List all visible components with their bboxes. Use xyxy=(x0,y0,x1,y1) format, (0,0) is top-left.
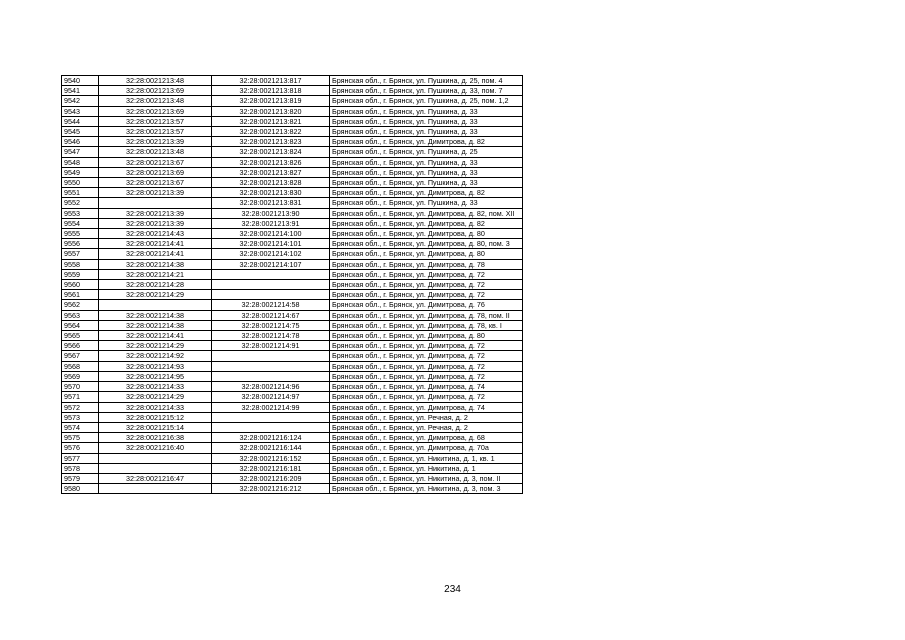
land-cadastral-number-cell: 32:28:0021213:48 xyxy=(99,147,212,157)
table-row xyxy=(62,137,523,147)
address-cell: Брянская обл., г. Брянск, ул. Никитина, д. 3, пом. II xyxy=(330,473,523,483)
object-cadastral-number-cell xyxy=(212,290,330,300)
address-cell: Брянская обл., г. Брянск, ул. Никитина, д. 3, пом. 3 xyxy=(330,484,523,494)
address-cell: Брянская обл., г. Брянск, ул. Речная, д. 2 xyxy=(330,422,523,432)
land-cadastral-number-cell: 32:28:0021214:29 xyxy=(99,392,212,402)
table-row xyxy=(62,188,523,198)
row-number-cell: 9565 xyxy=(62,331,99,341)
address-cell: Брянская обл., г. Брянск, ул. Пушкина, д. 25, пом. 4 xyxy=(330,76,523,86)
registry-table-body xyxy=(62,76,523,494)
object-cadastral-number-cell: 32:28:0021216:144 xyxy=(212,443,330,453)
land-cadastral-number-cell: 32:28:0021213:39 xyxy=(99,188,212,198)
address-cell: Брянская обл., г. Брянск, ул. Димитрова, д. 72 xyxy=(330,341,523,351)
row-number-cell: 9550 xyxy=(62,178,99,188)
table-row xyxy=(62,249,523,259)
land-cadastral-number-cell: 32:28:0021213:57 xyxy=(99,127,212,137)
table-row xyxy=(62,229,523,239)
address-cell: Брянская обл., г. Брянск, ул. Димитрова, д. 72 xyxy=(330,371,523,381)
object-cadastral-number-cell xyxy=(212,361,330,371)
address-cell: Брянская обл., г. Брянск, ул. Димитрова, д. 72 xyxy=(330,351,523,361)
land-cadastral-number-cell: 32:28:0021216:47 xyxy=(99,473,212,483)
address-cell: Брянская обл., г. Брянск, ул. Димитрова, д. 80, пом. 3 xyxy=(330,239,523,249)
land-cadastral-number-cell: 32:28:0021213:69 xyxy=(99,106,212,116)
land-cadastral-number-cell: 32:28:0021213:48 xyxy=(99,76,212,86)
land-cadastral-number-cell: 32:28:0021213:67 xyxy=(99,157,212,167)
object-cadastral-number-cell xyxy=(212,351,330,361)
address-cell: Брянская обл., г. Брянск, ул. Димитрова, д. 72 xyxy=(330,361,523,371)
table-row xyxy=(62,351,523,361)
object-cadastral-number-cell: 32:28:0021214:101 xyxy=(212,239,330,249)
row-number-cell: 9567 xyxy=(62,351,99,361)
object-cadastral-number-cell: 32:28:0021213:826 xyxy=(212,157,330,167)
row-number-cell: 9563 xyxy=(62,310,99,320)
address-cell: Брянская обл., г. Брянск, ул. Димитрова, д. 74 xyxy=(330,402,523,412)
object-cadastral-number-cell: 32:28:0021216:152 xyxy=(212,453,330,463)
address-cell: Брянская обл., г. Брянск, ул. Димитрова, д. 72 xyxy=(330,269,523,279)
table-row xyxy=(62,167,523,177)
address-cell: Брянская обл., г. Брянск, ул. Димитрова, д. 82 xyxy=(330,188,523,198)
land-cadastral-number-cell: 32:28:0021214:38 xyxy=(99,259,212,269)
object-cadastral-number-cell: 32:28:0021213:822 xyxy=(212,127,330,137)
address-cell: Брянская обл., г. Брянск, ул. Пушкина, д. 25 xyxy=(330,147,523,157)
row-number-cell: 9560 xyxy=(62,280,99,290)
land-cadastral-number-cell xyxy=(99,198,212,208)
row-number-cell: 9543 xyxy=(62,106,99,116)
object-cadastral-number-cell: 32:28:0021213:818 xyxy=(212,86,330,96)
table-row xyxy=(62,198,523,208)
object-cadastral-number-cell: 32:28:0021216:124 xyxy=(212,433,330,443)
land-cadastral-number-cell: 32:28:0021214:95 xyxy=(99,371,212,381)
row-number-cell: 9568 xyxy=(62,361,99,371)
table-row xyxy=(62,178,523,188)
address-cell: Брянская обл., г. Брянск, ул. Димитрова, д. 82 xyxy=(330,218,523,228)
row-number-cell: 9575 xyxy=(62,433,99,443)
table-row xyxy=(62,320,523,330)
address-cell: Брянская обл., г. Брянск, ул. Димитрова, д. 72 xyxy=(330,280,523,290)
address-cell: Брянская обл., г. Брянск, ул. Речная, д. 2 xyxy=(330,412,523,422)
object-cadastral-number-cell: 32:28:0021213:819 xyxy=(212,96,330,106)
table-row xyxy=(62,218,523,228)
land-cadastral-number-cell: 32:28:0021213:67 xyxy=(99,178,212,188)
land-cadastral-number-cell: 32:28:0021213:39 xyxy=(99,208,212,218)
table-row xyxy=(62,412,523,422)
row-number-cell: 9556 xyxy=(62,239,99,249)
row-number-cell: 9566 xyxy=(62,341,99,351)
address-cell: Брянская обл., г. Брянск, ул. Димитрова, д. 78 xyxy=(330,259,523,269)
table-row xyxy=(62,259,523,269)
row-number-cell: 9576 xyxy=(62,443,99,453)
table-row xyxy=(62,280,523,290)
row-number-cell: 9545 xyxy=(62,127,99,137)
object-cadastral-number-cell: 32:28:0021214:97 xyxy=(212,392,330,402)
row-number-cell: 9574 xyxy=(62,422,99,432)
address-cell: Брянская обл., г. Брянск, ул. Димитрова, д. 78, пом. II xyxy=(330,310,523,320)
object-cadastral-number-cell: 32:28:0021213:831 xyxy=(212,198,330,208)
row-number-cell: 9561 xyxy=(62,290,99,300)
land-cadastral-number-cell: 32:28:0021214:29 xyxy=(99,341,212,351)
table-row xyxy=(62,157,523,167)
row-number-cell: 9540 xyxy=(62,76,99,86)
row-number-cell: 9571 xyxy=(62,392,99,402)
object-cadastral-number-cell: 32:28:0021213:823 xyxy=(212,137,330,147)
land-cadastral-number-cell: 32:28:0021215:12 xyxy=(99,412,212,422)
land-cadastral-number-cell: 32:28:0021214:21 xyxy=(99,269,212,279)
table-row xyxy=(62,310,523,320)
address-cell: Брянская обл., г. Брянск, ул. Пушкина, д. 33 xyxy=(330,106,523,116)
row-number-cell: 9542 xyxy=(62,96,99,106)
object-cadastral-number-cell: 32:28:0021213:824 xyxy=(212,147,330,157)
land-cadastral-number-cell: 32:28:0021214:41 xyxy=(99,249,212,259)
table-row xyxy=(62,116,523,126)
table-row xyxy=(62,463,523,473)
address-cell: Брянская обл., г. Брянск, ул. Пушкина, д. 33 xyxy=(330,157,523,167)
table-row xyxy=(62,106,523,116)
table-row xyxy=(62,453,523,463)
object-cadastral-number-cell xyxy=(212,269,330,279)
row-number-cell: 9573 xyxy=(62,412,99,422)
address-cell: Брянская обл., г. Брянск, ул. Пушкина, д. 33 xyxy=(330,116,523,126)
object-cadastral-number-cell xyxy=(212,412,330,422)
land-cadastral-number-cell: 32:28:0021215:14 xyxy=(99,422,212,432)
land-cadastral-number-cell: 32:28:0021214:92 xyxy=(99,351,212,361)
land-cadastral-number-cell: 32:28:0021214:28 xyxy=(99,280,212,290)
row-number-cell: 9555 xyxy=(62,229,99,239)
table-row xyxy=(62,443,523,453)
address-cell: Брянская обл., г. Брянск, ул. Пушкина, д. 33 xyxy=(330,167,523,177)
land-cadastral-number-cell: 32:28:0021214:38 xyxy=(99,310,212,320)
address-cell: Брянская обл., г. Брянск, ул. Никитина, д. 1, кв. 1 xyxy=(330,453,523,463)
object-cadastral-number-cell: 32:28:0021213:830 xyxy=(212,188,330,198)
object-cadastral-number-cell: 32:28:0021216:181 xyxy=(212,463,330,473)
object-cadastral-number-cell: 32:28:0021214:58 xyxy=(212,300,330,310)
row-number-cell: 9569 xyxy=(62,371,99,381)
row-number-cell: 9548 xyxy=(62,157,99,167)
object-cadastral-number-cell: 32:28:0021213:827 xyxy=(212,167,330,177)
land-cadastral-number-cell: 32:28:0021213:69 xyxy=(99,167,212,177)
table-row xyxy=(62,331,523,341)
object-cadastral-number-cell: 32:28:0021214:100 xyxy=(212,229,330,239)
row-number-cell: 9551 xyxy=(62,188,99,198)
table-row xyxy=(62,371,523,381)
object-cadastral-number-cell xyxy=(212,422,330,432)
address-cell: Брянская обл., г. Брянск, ул. Димитрова, д. 72 xyxy=(330,392,523,402)
table-row xyxy=(62,127,523,137)
table-row xyxy=(62,341,523,351)
object-cadastral-number-cell: 32:28:0021214:96 xyxy=(212,382,330,392)
row-number-cell: 9578 xyxy=(62,463,99,473)
table-row xyxy=(62,239,523,249)
land-cadastral-number-cell: 32:28:0021216:40 xyxy=(99,443,212,453)
object-cadastral-number-cell: 32:28:0021213:828 xyxy=(212,178,330,188)
object-cadastral-number-cell: 32:28:0021214:67 xyxy=(212,310,330,320)
row-number-cell: 9572 xyxy=(62,402,99,412)
address-cell: Брянская обл., г. Брянск, ул. Пушкина, д. 25, пом. 1,2 xyxy=(330,96,523,106)
row-number-cell: 9554 xyxy=(62,218,99,228)
land-cadastral-number-cell: 32:28:0021213:39 xyxy=(99,218,212,228)
address-cell: Брянская обл., г. Брянск, ул. Димитрова, д. 76 xyxy=(330,300,523,310)
row-number-cell: 9553 xyxy=(62,208,99,218)
address-cell: Брянская обл., г. Брянск, ул. Димитрова, д. 82, пом. XII xyxy=(330,208,523,218)
table-row xyxy=(62,473,523,483)
address-cell: Брянская обл., г. Брянск, ул. Пушкина, д. 33, пом. 7 xyxy=(330,86,523,96)
table-row xyxy=(62,300,523,310)
row-number-cell: 9557 xyxy=(62,249,99,259)
land-cadastral-number-cell: 32:28:0021214:33 xyxy=(99,382,212,392)
row-number-cell: 9562 xyxy=(62,300,99,310)
address-cell: Брянская обл., г. Брянск, ул. Димитрова, д. 80 xyxy=(330,331,523,341)
land-cadastral-number-cell: 32:28:0021214:41 xyxy=(99,239,212,249)
address-cell: Брянская обл., г. Брянск, ул. Димитрова, д. 70а xyxy=(330,443,523,453)
table-row xyxy=(62,382,523,392)
land-cadastral-number-cell: 32:28:0021214:38 xyxy=(99,320,212,330)
row-number-cell: 9577 xyxy=(62,453,99,463)
table-row xyxy=(62,208,523,218)
table-row xyxy=(62,433,523,443)
land-cadastral-number-cell: 32:28:0021214:41 xyxy=(99,331,212,341)
object-cadastral-number-cell: 32:28:0021214:78 xyxy=(212,331,330,341)
object-cadastral-number-cell: 32:28:0021213:90 xyxy=(212,208,330,218)
object-cadastral-number-cell xyxy=(212,371,330,381)
object-cadastral-number-cell: 32:28:0021214:99 xyxy=(212,402,330,412)
address-cell: Брянская обл., г. Брянск, ул. Пушкина, д. 33 xyxy=(330,127,523,137)
row-number-cell: 9559 xyxy=(62,269,99,279)
table-row xyxy=(62,269,523,279)
table-row xyxy=(62,402,523,412)
row-number-cell: 9541 xyxy=(62,86,99,96)
land-cadastral-number-cell: 32:28:0021213:57 xyxy=(99,116,212,126)
object-cadastral-number-cell: 32:28:0021213:817 xyxy=(212,76,330,86)
object-cadastral-number-cell: 32:28:0021216:212 xyxy=(212,484,330,494)
table-row xyxy=(62,422,523,432)
object-cadastral-number-cell: 32:28:0021213:821 xyxy=(212,116,330,126)
row-number-cell: 9580 xyxy=(62,484,99,494)
registry-table xyxy=(61,75,523,494)
address-cell: Брянская обл., г. Брянск, ул. Никитина, д. 1 xyxy=(330,463,523,473)
row-number-cell: 9552 xyxy=(62,198,99,208)
table-row xyxy=(62,290,523,300)
object-cadastral-number-cell: 32:28:0021213:820 xyxy=(212,106,330,116)
table-row xyxy=(62,96,523,106)
row-number-cell: 9564 xyxy=(62,320,99,330)
object-cadastral-number-cell: 32:28:0021214:91 xyxy=(212,341,330,351)
address-cell: Брянская обл., г. Брянск, ул. Пушкина, д. 33 xyxy=(330,198,523,208)
land-cadastral-number-cell: 32:28:0021214:43 xyxy=(99,229,212,239)
object-cadastral-number-cell: 32:28:0021216:209 xyxy=(212,473,330,483)
land-cadastral-number-cell: 32:28:0021214:29 xyxy=(99,290,212,300)
table-row xyxy=(62,484,523,494)
address-cell: Брянская обл., г. Брянск, ул. Пушкина, д. 33 xyxy=(330,178,523,188)
address-cell: Брянская обл., г. Брянск, ул. Димитрова, д. 80 xyxy=(330,249,523,259)
page-number: 234 xyxy=(444,584,461,595)
object-cadastral-number-cell xyxy=(212,280,330,290)
land-cadastral-number-cell xyxy=(99,300,212,310)
address-cell: Брянская обл., г. Брянск, ул. Димитрова, д. 82 xyxy=(330,137,523,147)
land-cadastral-number-cell xyxy=(99,463,212,473)
table-row xyxy=(62,76,523,86)
table-row xyxy=(62,392,523,402)
row-number-cell: 9579 xyxy=(62,473,99,483)
land-cadastral-number-cell: 32:28:0021214:33 xyxy=(99,402,212,412)
address-cell: Брянская обл., г. Брянск, ул. Димитрова, д. 78, кв. I xyxy=(330,320,523,330)
table-row xyxy=(62,361,523,371)
address-cell: Брянская обл., г. Брянск, ул. Димитрова, д. 72 xyxy=(330,290,523,300)
land-cadastral-number-cell xyxy=(99,453,212,463)
table-row xyxy=(62,147,523,157)
land-cadastral-number-cell: 32:28:0021213:69 xyxy=(99,86,212,96)
row-number-cell: 9558 xyxy=(62,259,99,269)
land-cadastral-number-cell: 32:28:0021213:48 xyxy=(99,96,212,106)
row-number-cell: 9549 xyxy=(62,167,99,177)
land-cadastral-number-cell: 32:28:0021213:39 xyxy=(99,137,212,147)
table-row xyxy=(62,86,523,96)
address-cell: Брянская обл., г. Брянск, ул. Димитрова, д. 80 xyxy=(330,229,523,239)
land-cadastral-number-cell: 32:28:0021216:38 xyxy=(99,433,212,443)
object-cadastral-number-cell: 32:28:0021214:75 xyxy=(212,320,330,330)
object-cadastral-number-cell: 32:28:0021214:107 xyxy=(212,259,330,269)
address-cell: Брянская обл., г. Брянск, ул. Димитрова, д. 74 xyxy=(330,382,523,392)
object-cadastral-number-cell: 32:28:0021213:91 xyxy=(212,218,330,228)
row-number-cell: 9544 xyxy=(62,116,99,126)
land-cadastral-number-cell: 32:28:0021214:93 xyxy=(99,361,212,371)
row-number-cell: 9570 xyxy=(62,382,99,392)
object-cadastral-number-cell: 32:28:0021214:102 xyxy=(212,249,330,259)
address-cell: Брянская обл., г. Брянск, ул. Димитрова, д. 68 xyxy=(330,433,523,443)
land-cadastral-number-cell xyxy=(99,484,212,494)
row-number-cell: 9547 xyxy=(62,147,99,157)
row-number-cell: 9546 xyxy=(62,137,99,147)
